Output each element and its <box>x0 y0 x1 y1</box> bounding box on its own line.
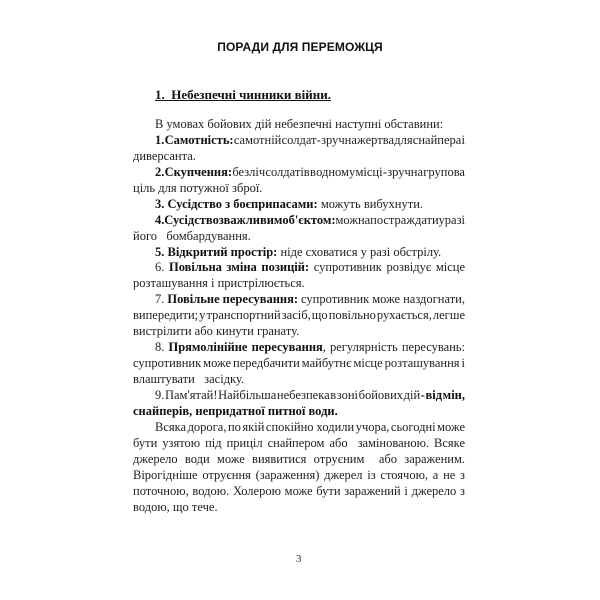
text-span: Всяка дорога, по якій спокійно ходили учора, сьогодні може <box>155 419 465 434</box>
text-line <box>133 404 465 420</box>
text-span: В умовах бойових дій небезпечні наступні обставини: <box>155 117 444 131</box>
paragraph <box>133 133 465 165</box>
text-line <box>133 165 465 181</box>
paragraph <box>133 165 465 197</box>
text-span: самотній солдат - зручна жертва для снайпера і <box>233 132 465 147</box>
bold-text: 1. Самотність: <box>155 132 234 147</box>
bold-text: Повільна зміна позицій: <box>168 260 310 275</box>
text-line <box>133 500 465 516</box>
bold-text: - від мін, <box>420 387 465 402</box>
paragraph <box>133 117 465 133</box>
text-line <box>133 420 465 436</box>
text-line <box>133 197 465 213</box>
text-span: вистрілити або кинути гранату. <box>133 324 300 339</box>
text-line <box>133 388 465 404</box>
text-span: можна постраждати у разі <box>335 212 465 227</box>
bold-text: 3. Сусідство з боєприпасами: <box>155 196 318 211</box>
text-line <box>133 133 465 149</box>
text-span: поточною, водою. Холерою може бути заражений і джерело з <box>133 483 465 498</box>
text-span: безліч солдатів в одному місці - зручна групова <box>232 164 465 179</box>
paragraph <box>133 245 465 261</box>
text-line <box>133 229 465 245</box>
text-line <box>133 436 465 452</box>
text-span: водою, що тече. <box>133 499 218 514</box>
text-line <box>133 213 465 229</box>
paragraph <box>133 260 465 292</box>
text-line <box>133 308 465 324</box>
paragraph <box>133 213 465 245</box>
text-span: Вірогідніше отруєння (зараження) джерел із стоячою, а не з <box>133 467 465 482</box>
text-span: випередити; у транспортний засіб, що повільно рухається, легше <box>133 308 465 323</box>
text-line <box>133 356 465 372</box>
bold-text: Повільне пересування: <box>167 292 299 307</box>
text-span: 9. Пам'ятай! Найбільша небезпека в зоні бойових дій <box>155 387 421 402</box>
text-span: 7. <box>155 292 168 307</box>
section-heading: 1. Небезпечні чинники війни. <box>155 87 331 102</box>
page-number: 3 <box>296 553 302 565</box>
text-span: ніде сховатися у разі обстрілу. <box>277 244 442 259</box>
paragraph <box>133 292 465 340</box>
page-title: ПОРАДИ ДЛЯ ПЕРЕМОЖЦЯ <box>217 40 383 54</box>
text-span: 8. <box>155 340 169 355</box>
text-line <box>133 260 465 276</box>
bold-text: снайперів, непридатної питної води. <box>133 403 338 418</box>
text-span: супротивник може передбачити майбутнє місце розташування і <box>133 356 465 371</box>
bold-text: 2. Скупчення: <box>155 164 233 179</box>
text-span: можуть вибухнути. <box>317 196 424 211</box>
text-line <box>133 117 465 133</box>
text-line <box>133 484 465 500</box>
text-span: влаштувати засідку. <box>133 372 245 386</box>
text-span: розташування і пристрілюється. <box>133 276 305 291</box>
text-span: джерело води може виявитися отруєним або зараженим. <box>133 451 465 466</box>
text-span: супротивник розвідує місце <box>309 260 465 275</box>
paragraph <box>133 388 465 420</box>
text-line <box>133 292 465 308</box>
bold-text: 4. Сусідство з важливим об'єктом: <box>155 212 336 227</box>
text-span: , регулярність пересувань: <box>322 340 465 355</box>
text-line <box>133 181 465 197</box>
text-span: ціль для потужної зброї. <box>133 180 263 195</box>
text-line <box>133 452 465 468</box>
text-span: бути узятою під приціл снайпером або замінованою. Всяке <box>133 435 465 450</box>
text-line <box>133 245 465 261</box>
text-line <box>133 372 465 388</box>
text-line <box>133 149 465 165</box>
paragraph <box>133 340 465 388</box>
document-body <box>133 117 465 515</box>
text-line <box>133 340 465 356</box>
text-line <box>133 276 465 292</box>
text-line <box>133 468 465 484</box>
text-span: його бомбардування. <box>133 228 251 243</box>
paragraph <box>133 420 465 516</box>
text-span: супротивник може наздогнати, <box>298 292 465 307</box>
text-span: диверсанта. <box>133 148 196 163</box>
text-line <box>133 324 465 340</box>
bold-text: Прямолінійне пересування <box>168 340 323 355</box>
text-span: 6. <box>155 260 169 275</box>
paragraph <box>133 197 465 213</box>
bold-text: 5. Відкритий простір: <box>155 244 278 259</box>
